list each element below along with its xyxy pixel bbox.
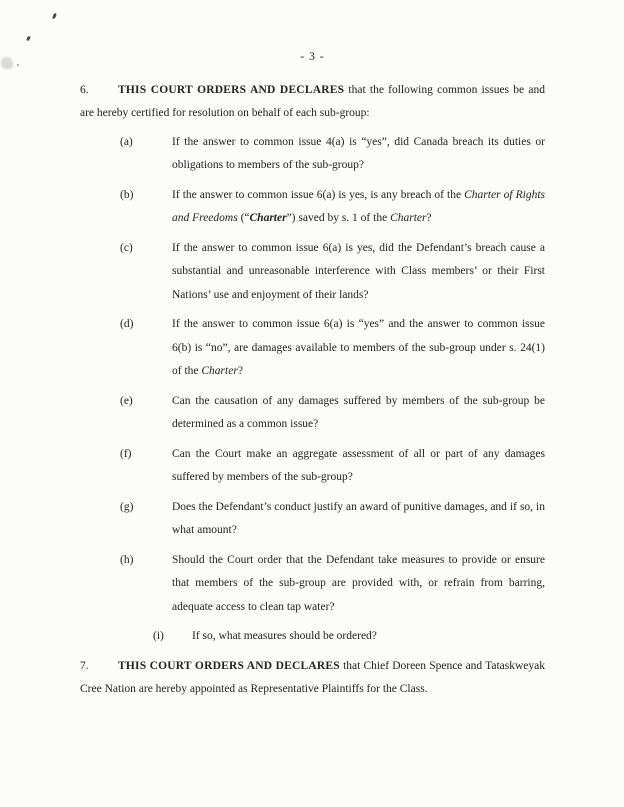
sub-issue-label: (i) (153, 630, 164, 642)
issue-text (172, 549, 545, 620)
issue-text-segment: ? (426, 212, 432, 224)
page-content (80, 46, 545, 707)
paragraph-body: that Chief Doreen Spence and Tataskweyak Cree Nation are hereby appointed as Representative Plaintiffs for the Class. (80, 659, 545, 695)
issue-text-segment: If the answer to common issue 6(a) is yes, did the Defendant’s breach cause a substantial and unreasonable interference with Class members’ or their First Nations’ use and enjoyment of their lands? (172, 241, 545, 301)
issue-text (172, 131, 545, 178)
sub-issue-text (192, 625, 545, 649)
issue-label: (b) (120, 188, 134, 201)
issue-text-segment: Can the Court make an aggregate assessment of all or part of any damages suffered by members of the sub-group? (172, 447, 545, 483)
issue-text-segment: ”) saved by s. 1 of the (286, 212, 391, 224)
issue-text-segment: Charter (390, 212, 427, 224)
scan-artifact (26, 36, 31, 42)
issues-list (80, 131, 545, 649)
issue-item (80, 313, 545, 384)
issue-item (80, 184, 545, 231)
scan-artifact (17, 64, 19, 66)
issue-item (80, 443, 545, 490)
issue-text (172, 496, 545, 543)
issue-label: (c) (120, 241, 133, 254)
issue-text-segment: ? (237, 365, 243, 377)
issue-item (80, 549, 545, 649)
issue-text (172, 443, 545, 490)
issue-text (172, 313, 545, 384)
issue-label: (g) (120, 500, 134, 513)
issue-text-segment: Can the causation of any damages suffered by members of the sub-group be determined as a common issue? (172, 394, 545, 430)
paragraph-7 (80, 655, 545, 702)
issue-text-segment: Charter (249, 212, 287, 224)
issue-label: (f) (120, 447, 132, 460)
scan-artifact (1, 57, 13, 69)
issue-item (80, 131, 545, 178)
paragraph-lead: THIS COURT ORDERS AND DECLARES (118, 83, 345, 96)
issue-text-segment: (“ (237, 212, 250, 224)
issue-item (80, 237, 545, 308)
issue-text-segment: If the answer to common issue 4(a) is “yes”, did Canada breach its duties or obligations to members of the sub-group? (172, 135, 545, 171)
paragraph-lead: THIS COURT ORDERS AND DECLARES (118, 659, 340, 672)
issue-label: (h) (120, 553, 134, 566)
page-number: - 3 - (300, 51, 325, 63)
paragraph-body: that the following common issues be and are hereby certified for resolution on behalf of each sub-group: (80, 83, 545, 119)
sub-issue-item (80, 625, 545, 649)
paragraph-6 (80, 79, 545, 126)
issue-text-segment: Charter of Rights and Freedoms (172, 188, 545, 224)
scan-artifact (52, 13, 57, 20)
issue-text (172, 237, 545, 308)
issue-text-segment: If so, what measures should be ordered? (192, 630, 377, 642)
issue-text (172, 390, 545, 437)
paragraph-number: 7. (80, 659, 89, 672)
issue-text (172, 184, 545, 231)
issue-item (80, 496, 545, 543)
issue-label: (a) (120, 135, 133, 148)
issue-text-segment: If the answer to common issue 6(a) is “yes” and the answer to common issue 6(b) is “no”, are damages available to members of the sub-group under s. 24(1) of the (172, 318, 545, 377)
paragraph-number: 6. (80, 83, 89, 96)
issue-text-segment: Should the Court order that the Defendant take measures to provide or ensure that members of the sub-group are provided with, or refrain from barring, adequate access to clean tap water? (172, 553, 545, 613)
issue-text-segment: Charter (201, 365, 238, 377)
issue-text-segment: If the answer to common issue 6(a) is yes, is any breach of the (172, 188, 465, 201)
issue-label: (d) (120, 318, 134, 330)
issue-label: (e) (120, 394, 133, 407)
issue-text-segment: Does the Defendant’s conduct justify an award of punitive damages, and if so, in what amount? (172, 500, 545, 536)
issue-item (80, 390, 545, 437)
